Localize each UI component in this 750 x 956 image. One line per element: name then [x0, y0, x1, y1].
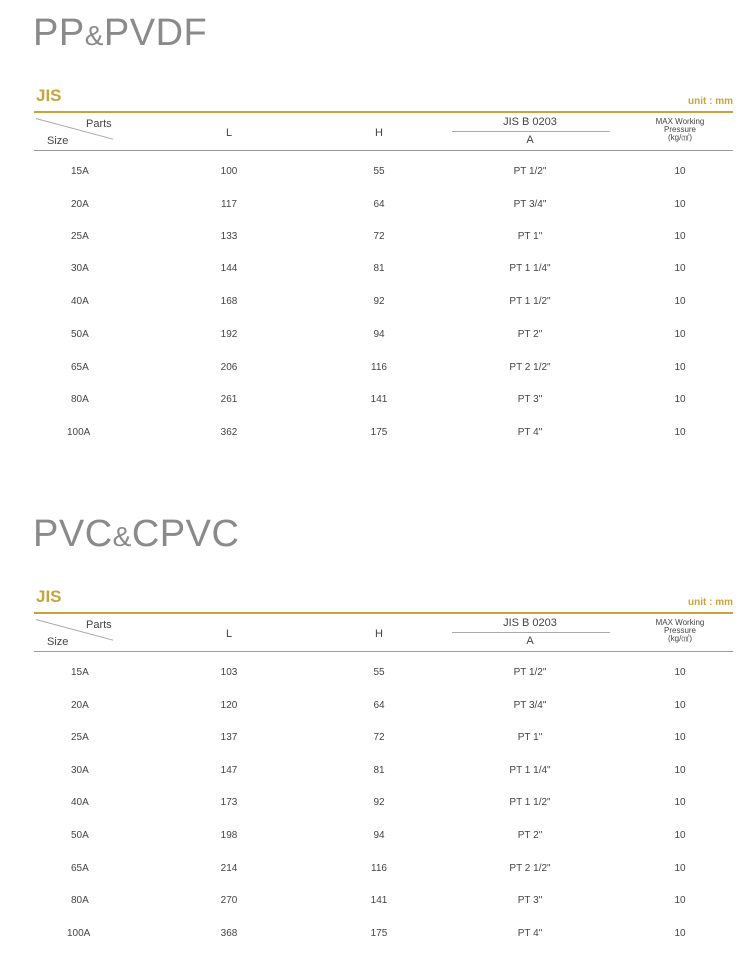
cell-size: 80A	[71, 895, 89, 906]
cell-A: PT 3/4"	[513, 199, 547, 210]
header-max-working-pressure	[656, 118, 705, 142]
cell-H: 55	[373, 667, 385, 678]
unit-label: unit : mm	[688, 96, 733, 107]
header-spec-underline	[452, 131, 610, 132]
cell-size: 80A	[71, 394, 89, 405]
cell-H: 94	[373, 329, 385, 340]
cell-A: PT 1 1/4"	[509, 263, 551, 274]
cell-A: PT 3/4"	[513, 700, 547, 711]
table-row	[0, 166, 750, 186]
cell-mwp: 10	[674, 928, 686, 939]
cell-A: PT 2"	[517, 830, 543, 841]
table-row	[0, 231, 750, 251]
cell-mwp: 10	[674, 863, 686, 874]
mwp-line: (kg/㎠)	[667, 634, 692, 643]
cell-A: PT 1/2"	[513, 166, 547, 177]
header-parts: Parts	[86, 118, 112, 130]
cell-H: 72	[373, 732, 385, 743]
cell-L: 173	[220, 797, 238, 808]
cell-L: 206	[220, 362, 238, 373]
cell-mwp: 10	[674, 166, 686, 177]
header-L: L	[225, 127, 233, 139]
cell-size: 15A	[71, 667, 89, 678]
cell-L: 100	[220, 166, 238, 177]
cell-L: 120	[220, 700, 238, 711]
cell-A: PT 4"	[517, 928, 543, 939]
mwp-line: MAX Working	[655, 618, 705, 627]
cell-size: 20A	[71, 199, 89, 210]
header-A: A	[526, 635, 534, 647]
cell-H: 94	[373, 830, 385, 841]
cell-mwp: 10	[674, 895, 686, 906]
cell-H: 64	[373, 199, 385, 210]
header-spec: JIS B 0203	[503, 617, 557, 629]
mwp-line: Pressure	[663, 125, 697, 134]
table-row	[0, 700, 750, 720]
table-row	[0, 329, 750, 349]
cell-A: PT 1 1/4"	[509, 765, 551, 776]
cell-mwp: 10	[674, 427, 686, 438]
cell-H: 141	[370, 394, 388, 405]
table-row	[0, 667, 750, 687]
cell-H: 175	[370, 928, 388, 939]
cell-A: PT 1/2"	[513, 667, 547, 678]
cell-H: 64	[373, 700, 385, 711]
cell-H: 92	[373, 797, 385, 808]
cell-L: 137	[220, 732, 238, 743]
mwp-line: MAX Working	[655, 117, 705, 126]
standard-label: JIS	[36, 587, 62, 606]
cell-mwp: 10	[674, 199, 686, 210]
cell-size: 40A	[71, 797, 89, 808]
cell-H: 141	[370, 895, 388, 906]
title-ampersand: &	[84, 20, 104, 51]
cell-size: 65A	[71, 863, 89, 874]
title-part: CPVC	[131, 513, 240, 555]
table-header-rule	[34, 651, 733, 652]
table-row	[0, 765, 750, 785]
cell-A: PT 1"	[517, 231, 543, 242]
cell-H: 175	[370, 427, 388, 438]
header-L: L	[225, 628, 233, 640]
title-part: PP	[33, 12, 85, 54]
cell-L: 133	[220, 231, 238, 242]
cell-size: 100A	[67, 427, 91, 438]
cell-H: 72	[373, 231, 385, 242]
header-H: H	[375, 127, 383, 139]
cell-size: 65A	[71, 362, 89, 373]
header-max-working-pressure	[656, 619, 705, 643]
table-row	[0, 296, 750, 316]
cell-H: 92	[373, 296, 385, 307]
header-size: Size	[47, 135, 69, 147]
header-parts: Parts	[86, 619, 112, 631]
cell-H: 81	[373, 263, 385, 274]
cell-size: 25A	[71, 732, 89, 743]
header-spec: JIS B 0203	[503, 116, 557, 128]
title-ampersand: &	[112, 521, 132, 552]
cell-L: 198	[220, 830, 238, 841]
header-size: Size	[47, 636, 69, 648]
cell-A: PT 1 1/2"	[509, 797, 551, 808]
title-part: PVC	[33, 513, 113, 555]
cell-size: 50A	[71, 329, 89, 340]
cell-size: 30A	[71, 263, 89, 274]
cell-mwp: 10	[674, 296, 686, 307]
table-row	[0, 830, 750, 850]
cell-mwp: 10	[674, 830, 686, 841]
cell-size: 20A	[71, 700, 89, 711]
cell-A: PT 2 1/2"	[509, 863, 551, 874]
cell-L: 103	[220, 667, 238, 678]
cell-size: 25A	[71, 231, 89, 242]
cell-L: 261	[220, 394, 238, 405]
cell-size: 100A	[67, 928, 91, 939]
cell-H: 116	[371, 362, 387, 373]
mwp-line: Pressure	[663, 626, 697, 635]
cell-mwp: 10	[674, 667, 686, 678]
table-header-rule	[34, 150, 733, 151]
cell-H: 81	[373, 765, 385, 776]
table-row	[0, 427, 750, 447]
cell-A: PT 2 1/2"	[509, 362, 551, 373]
cell-A: PT 3"	[517, 895, 543, 906]
cell-size: 15A	[71, 166, 89, 177]
header-A: A	[526, 134, 534, 146]
unit-label: unit : mm	[688, 597, 733, 608]
mwp-line: (kg/㎠)	[667, 133, 692, 142]
cell-L: 368	[220, 928, 238, 939]
cell-A: PT 1 1/2"	[509, 296, 551, 307]
table-top-rule	[34, 111, 733, 113]
table-row	[0, 394, 750, 414]
table-row	[0, 797, 750, 817]
cell-mwp: 10	[674, 732, 686, 743]
cell-L: 362	[220, 427, 238, 438]
header-H: H	[375, 628, 383, 640]
table-row	[0, 732, 750, 752]
cell-L: 168	[220, 296, 238, 307]
cell-L: 192	[220, 329, 238, 340]
cell-mwp: 10	[674, 231, 686, 242]
cell-mwp: 10	[674, 394, 686, 405]
table-row	[0, 928, 750, 948]
cell-size: 30A	[71, 765, 89, 776]
cell-size: 40A	[71, 296, 89, 307]
table-row	[0, 362, 750, 382]
header-spec-underline	[452, 632, 610, 633]
cell-H: 116	[371, 863, 387, 874]
table-row	[0, 199, 750, 219]
table-top-rule	[34, 612, 733, 614]
cell-mwp: 10	[674, 362, 686, 373]
section-title	[33, 513, 239, 556]
cell-H: 55	[373, 166, 385, 177]
table-row	[0, 263, 750, 283]
cell-L: 144	[220, 263, 238, 274]
cell-A: PT 3"	[517, 394, 543, 405]
cell-mwp: 10	[674, 329, 686, 340]
cell-mwp: 10	[674, 263, 686, 274]
cell-L: 117	[221, 199, 237, 210]
standard-label: JIS	[36, 86, 62, 105]
cell-L: 147	[220, 765, 238, 776]
cell-L: 270	[220, 895, 238, 906]
section-title	[33, 12, 207, 55]
cell-mwp: 10	[674, 765, 686, 776]
cell-A: PT 1"	[517, 732, 543, 743]
cell-size: 50A	[71, 830, 89, 841]
cell-L: 214	[220, 863, 238, 874]
title-part: PVDF	[103, 12, 208, 54]
cell-mwp: 10	[674, 797, 686, 808]
cell-A: PT 2"	[517, 329, 543, 340]
cell-mwp: 10	[674, 700, 686, 711]
table-row	[0, 863, 750, 883]
cell-A: PT 4"	[517, 427, 543, 438]
table-row	[0, 895, 750, 915]
